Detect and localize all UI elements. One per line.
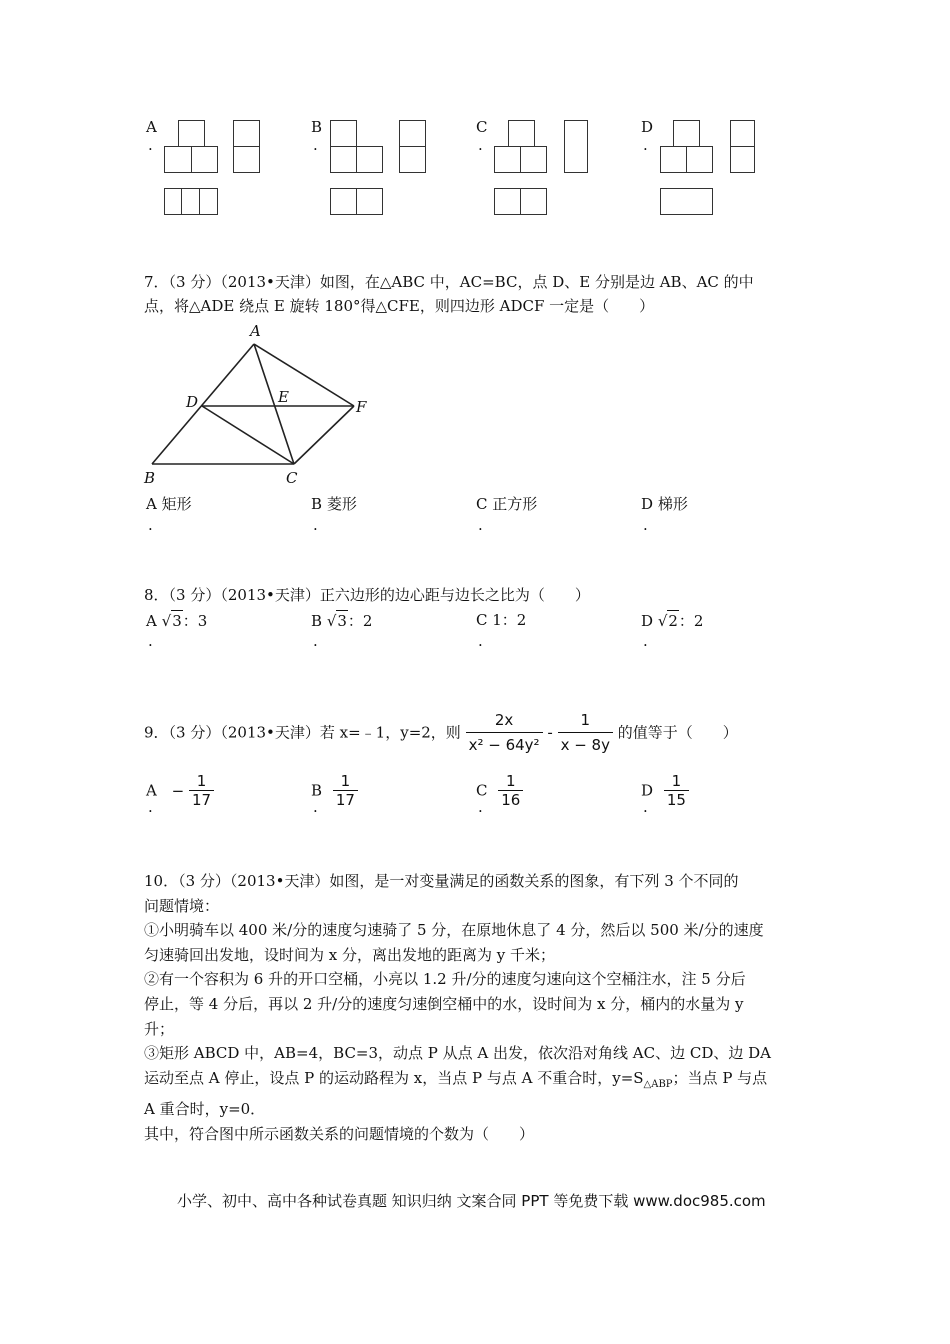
- option-fraction: [333, 772, 358, 809]
- front-view-top-square: [178, 120, 205, 147]
- front-view-bottom-left: [330, 146, 357, 173]
- radicand: 2: [668, 612, 678, 630]
- option-letter: C: [476, 781, 488, 800]
- q8-option-a[interactable]: [146, 610, 207, 631]
- q10-line6: 停止，等 4 分后，再以 2 升/分的速度匀速倒空桶中的水，设时间为 x 分，桶内的水量为 y: [144, 994, 744, 1013]
- option-dot: .: [313, 516, 318, 534]
- fraction-numerator: 1: [664, 772, 689, 791]
- q7-stem: [144, 270, 814, 318]
- option-letter: C: [476, 495, 488, 513]
- option-letter: B: [311, 612, 323, 630]
- option-dot: .: [313, 136, 318, 154]
- label-f: F: [356, 398, 367, 416]
- option-dot: .: [643, 632, 648, 650]
- top-view-wide: [660, 188, 713, 215]
- fraction-numerator: 2x: [466, 708, 543, 733]
- option-dot: .: [643, 136, 648, 154]
- q6-option-d-letter[interactable]: D: [641, 118, 654, 136]
- option-text: 菱形: [326, 495, 357, 513]
- option-letter: A: [146, 612, 157, 630]
- option-dot: .: [313, 632, 318, 650]
- top-view-right: [356, 188, 383, 215]
- q9-stem: [144, 708, 738, 757]
- q10-line9-sub: △ABP: [643, 1078, 673, 1090]
- option-text: 矩形: [161, 495, 192, 513]
- option-tail: ：2: [347, 612, 373, 630]
- sqrt-sign-icon: √: [657, 612, 668, 630]
- front-view-bottom-right: [520, 146, 547, 173]
- q7-option-b[interactable]: [311, 494, 357, 514]
- sqrt-sign-icon: √: [326, 612, 337, 630]
- q8-option-b[interactable]: [311, 610, 372, 631]
- sign: −: [171, 781, 185, 800]
- label-b: B: [144, 469, 156, 487]
- option-text: 正方形: [492, 495, 538, 513]
- fraction-denominator: 17: [335, 791, 355, 809]
- front-view-top-square: [330, 120, 357, 147]
- option-fraction: [664, 772, 689, 809]
- radicand: 3: [172, 612, 182, 630]
- side-view-top: [233, 120, 260, 147]
- front-view-bottom-right: [356, 146, 383, 173]
- q9-fraction-1: [466, 708, 543, 757]
- fraction-numerator: 1: [189, 772, 214, 791]
- fraction-numerator: 1: [498, 772, 523, 791]
- q10-line7: 升；: [144, 1019, 175, 1038]
- option-letter: D: [641, 781, 654, 800]
- option-text: 梯形: [657, 495, 688, 513]
- q8-line1: 8．（3 分）（2013•天津）正六边形的边心距与边长之比为（ ）: [144, 586, 590, 604]
- option-fraction: [498, 772, 523, 809]
- q6-option-a-letter[interactable]: A: [146, 118, 157, 136]
- q8-stem: [144, 583, 814, 607]
- front-view-bottom-right: [686, 146, 713, 173]
- q8-option-d[interactable]: [641, 610, 703, 631]
- front-view-bottom-left: [660, 146, 687, 173]
- q9-stem-post: 的值等于（ ）: [617, 723, 738, 742]
- option-letter: B: [311, 781, 323, 800]
- option-dot: .: [643, 798, 648, 816]
- option-dot: .: [148, 632, 153, 650]
- option-letter: D: [641, 612, 654, 630]
- edge-af: [254, 344, 354, 406]
- top-view-left: [330, 188, 357, 215]
- q10-stem: [144, 869, 814, 1147]
- q7-line1: 7．（3 分）（2013•天津）如图，在△ABC 中，AC=BC，点 D、E 分别是边 AB、AC 的中: [144, 273, 754, 291]
- label-d: D: [186, 393, 199, 411]
- q10-line2: 问题情境：: [144, 896, 220, 915]
- front-view-bottom-left: [494, 146, 521, 173]
- top-view-left: [164, 188, 182, 215]
- q9-option-b[interactable]: [311, 772, 358, 809]
- option-letter: A: [146, 495, 157, 513]
- top-view-left: [494, 188, 521, 215]
- q10-line3: ①小明骑车以 400 米/分的速度匀速骑了 5 分，在原地休息了 4 分，然后以 500 米/分的速度: [144, 921, 764, 940]
- q9-option-a[interactable]: [146, 772, 214, 809]
- q7-option-a[interactable]: [146, 494, 192, 514]
- front-view-top-square: [508, 120, 535, 147]
- option-dot: .: [643, 516, 648, 534]
- q7-option-d[interactable]: [641, 494, 688, 514]
- option-dot: .: [148, 798, 153, 816]
- fraction-denominator: 17: [191, 791, 212, 809]
- side-view-top: [399, 120, 426, 147]
- front-view-bottom-left: [164, 146, 192, 173]
- option-letter: A: [146, 781, 157, 800]
- label-a: A: [250, 322, 261, 340]
- fraction-denominator: x² − 64y²: [468, 736, 540, 754]
- fraction-numerator: 1: [558, 708, 613, 733]
- q10-line4: 匀速骑回出发地，设时间为 x 分，离出发地的距离为 y 千米；: [144, 945, 556, 964]
- top-view-middle: [181, 188, 200, 215]
- label-c: C: [286, 469, 298, 487]
- side-view-top: [730, 120, 755, 147]
- top-view-right: [199, 188, 218, 215]
- option-letter: B: [311, 495, 323, 513]
- q7-option-c[interactable]: [476, 494, 537, 514]
- q10-line9: [144, 1066, 814, 1098]
- page-footer: 小学、初中、高中各种试卷真题 知识归纳 文案合同 PPT 等免费下载 www.doc985.com: [177, 1192, 766, 1210]
- option-tail: ：2: [678, 612, 704, 630]
- edge-ab: [152, 344, 254, 464]
- q10-line9-post: ；当点 P 与点: [672, 1068, 768, 1087]
- fraction-denominator: x − 8y: [560, 736, 610, 754]
- q9-option-c[interactable]: [476, 772, 523, 809]
- q9-option-d[interactable]: [641, 772, 689, 809]
- option-letter: D: [641, 495, 654, 513]
- front-view-bottom-right: [191, 146, 218, 173]
- q8-option-c[interactable]: [476, 610, 526, 630]
- q6-option-c-letter[interactable]: C: [476, 118, 488, 136]
- q7-line2: 点，将△ADE 绕点 E 旋转 180°得△CFE，则四边形 ADCF 一定是（ ）: [144, 297, 655, 315]
- side-view-bottom: [730, 146, 755, 173]
- q9-fraction-2: [558, 708, 613, 757]
- option-dot: .: [478, 516, 483, 534]
- sqrt-sign-icon: √: [161, 612, 172, 630]
- edge-cf: [294, 406, 354, 464]
- side-view-bottom: [399, 146, 426, 173]
- option-dot: .: [148, 136, 153, 154]
- option-dot: .: [148, 516, 153, 534]
- q6-option-b-letter[interactable]: B: [311, 118, 323, 136]
- option-dot: .: [478, 798, 483, 816]
- q10-line11: 其中，符合图中所示函数关系的问题情境的个数为（ ）: [144, 1124, 535, 1143]
- option-dot: .: [478, 136, 483, 154]
- option-dot: .: [313, 798, 318, 816]
- option-tail: ：3: [182, 612, 208, 630]
- option-text: 1：2: [492, 611, 527, 629]
- minus-sign: -: [547, 723, 553, 742]
- q10-line9-pre: 运动至点 A 停止，设点 P 的运动路程为 x，当点 P 与点 A 不重合时，y=S: [144, 1068, 644, 1087]
- fraction-denominator: 16: [501, 791, 521, 809]
- q7-figure: [140, 318, 380, 490]
- fraction-numerator: 1: [333, 772, 358, 791]
- label-e: E: [278, 388, 289, 406]
- q10-line10: A 重合时，y=0．: [144, 1100, 266, 1119]
- option-letter: C: [476, 611, 488, 629]
- option-dot: .: [478, 632, 483, 650]
- fraction-denominator: 15: [666, 791, 686, 809]
- top-view-right: [520, 188, 547, 215]
- q10-line5: ②有一个容积为 6 升的开口空桶，小亮以 1.2 升/分的速度匀速向这个空桶注水，注 5 分后: [144, 970, 746, 989]
- q10-line8: ③矩形 ABCD 中，AB=4，BC=3，动点 P 从点 A 出发，依次沿对角线 AC、边 CD、边 DA: [144, 1044, 772, 1063]
- q10-line1: 10．（3 分）（2013•天津）如图，是一对变量满足的函数关系的图象，有下列 3 个不同的: [144, 872, 739, 890]
- front-view-top-square: [673, 120, 700, 147]
- q9-stem-pre: 9．（3 分）（2013•天津）若 x=﹣1，y=2，则: [144, 723, 461, 742]
- edge-dc: [202, 406, 294, 464]
- side-view-bottom: [233, 146, 260, 173]
- option-fraction: [189, 772, 214, 809]
- side-view-tall: [564, 120, 588, 173]
- radicand: 3: [337, 612, 347, 630]
